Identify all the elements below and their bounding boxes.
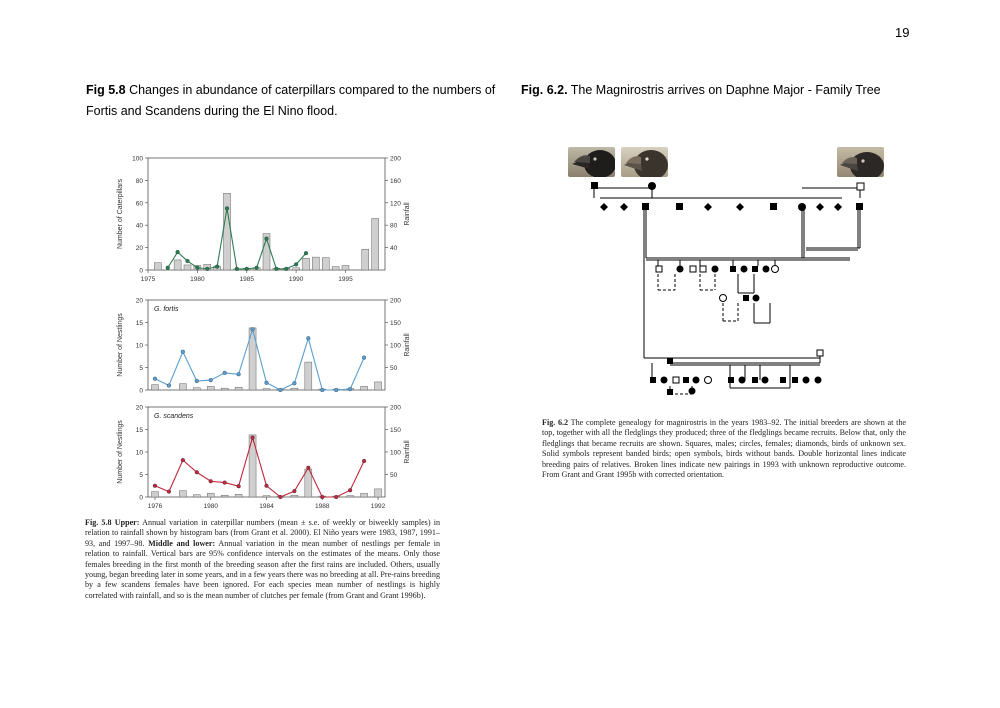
- species-label: G. scandens: [154, 413, 194, 420]
- y-right-tick-label: 40: [390, 245, 398, 253]
- data-point: [251, 436, 255, 440]
- y-tick-label: 10: [135, 342, 143, 350]
- y-tick-label: 5: [139, 472, 143, 479]
- rainfall-bar: [332, 267, 339, 270]
- data-point: [362, 459, 366, 463]
- rainfall-bar: [235, 387, 242, 390]
- rainfall-bar: [375, 489, 382, 497]
- y-tick-label: 15: [135, 320, 143, 327]
- data-point: [237, 372, 241, 376]
- y-axis-label: Number of Nestlings: [117, 420, 124, 484]
- data-point: [284, 267, 288, 271]
- y-right-tick-label: 120: [390, 200, 401, 208]
- y-tick-label: 20: [135, 297, 143, 305]
- data-point: [195, 470, 199, 474]
- rainfall-bar: [151, 385, 158, 390]
- rainfall-bar: [293, 268, 300, 270]
- rainfall-bar: [179, 384, 186, 390]
- rainfall-bar: [291, 388, 298, 390]
- rainfall-bar: [263, 389, 270, 390]
- data-point: [292, 489, 296, 493]
- rainfall-bar: [361, 493, 368, 497]
- y-tick-label: 0: [139, 387, 143, 395]
- rainfall-bar: [361, 386, 368, 390]
- caption-upper-text: Annual variation in caterpillar numbers (mean ± s.e. of weekly or biweekly samples) in relation to rainfall shown by histogram bars (from Grant et al. 2000). El Niño years were 1983, 1987, 1991–93, and 1997–98.: [85, 518, 440, 548]
- data-point: [320, 495, 324, 499]
- y-tick-label: 0: [139, 267, 143, 275]
- data-point: [362, 356, 366, 360]
- x-tick-label: 1980: [190, 276, 205, 283]
- y-right-tick-label: 80: [390, 222, 398, 230]
- caption-upper-label: Fig. 5.8 Upper:: [85, 518, 140, 527]
- right-caption-text: The complete genealogy for magnirostris in the years 1983–92. The initial breeders are shown at the top, together with all the fledglings they produced; three of the fledglings became recruits. Below that, only the fledglings that became recruits are shown. Squares, males; circles, females; diamonds, birds of unknown sex. Solid symbols represent banded birds; open symbols, birds without bands. Double horizontal lines indicate breeding pairs of relatives. Broken lines indicate new pairings in 1993 with unknown reproductive outcome. From Grant and Grant 1995b with corrected orientation.: [542, 418, 906, 480]
- y-right-axis-label: Rainfall: [404, 202, 411, 226]
- data-point: [223, 481, 227, 485]
- y-right-tick-label: 150: [390, 320, 401, 327]
- x-tick-label: 1976: [147, 503, 163, 510]
- rainfall-bar: [193, 495, 200, 497]
- data-point: [334, 388, 338, 392]
- rainfall-bar: [184, 265, 191, 270]
- fortis-chart: [117, 298, 411, 395]
- caption-lower-label: Middle and lower:: [144, 538, 216, 548]
- rainfall-bar: [291, 495, 298, 497]
- y-right-axis-label: Rainfall: [404, 333, 411, 357]
- rainfall-bar: [207, 493, 214, 497]
- data-point: [209, 378, 213, 382]
- rainfall-bar: [263, 496, 270, 497]
- y-tick-label: 40: [135, 222, 143, 230]
- data-point: [235, 267, 239, 271]
- rainfall-bar: [174, 260, 181, 270]
- data-point: [306, 336, 310, 340]
- left-figure-title-text: Changes in abundance of caterpillars compared to the numbers of Fortis and Scandens during the El Nino flood.: [86, 83, 496, 118]
- finch-photo-3: [837, 147, 884, 177]
- y-tick-label: 20: [135, 404, 143, 412]
- species-label: G. fortis: [154, 306, 179, 313]
- left-figure-label: Fig 5.8: [86, 83, 126, 97]
- y-tick-label: 80: [135, 177, 143, 185]
- rainfall-bar: [221, 495, 228, 497]
- x-tick-label: 1984: [259, 503, 274, 510]
- data-point: [304, 251, 308, 255]
- data-point: [225, 207, 229, 211]
- rainfall-bar: [347, 496, 354, 497]
- scandens-chart: [117, 405, 411, 511]
- charts-figure: [110, 150, 420, 515]
- y-tick-label: 15: [135, 427, 143, 434]
- rainfall-bar: [342, 266, 349, 270]
- data-point: [348, 488, 352, 492]
- rainfall-bar: [312, 257, 319, 270]
- right-caption-label: Fig. 6.2: [542, 418, 569, 427]
- data-point: [251, 327, 255, 331]
- data-point: [181, 350, 185, 354]
- data-point: [245, 267, 249, 271]
- left-figure-caption: [85, 518, 440, 601]
- data-point: [195, 379, 199, 383]
- x-tick-label: 1985: [239, 276, 254, 283]
- data-point: [294, 263, 298, 267]
- y-axis-label: Number of Caterpillars: [117, 178, 124, 250]
- data-point: [265, 484, 269, 488]
- y-right-tick-label: 160: [390, 177, 401, 185]
- page-number: 19: [895, 25, 910, 40]
- right-figure-title: [521, 80, 941, 101]
- data-point: [237, 484, 241, 488]
- y-right-tick-label: 150: [390, 427, 401, 434]
- y-tick-label: 10: [135, 449, 143, 457]
- data-point: [279, 388, 283, 392]
- right-figure-caption: [542, 418, 906, 480]
- y-right-tick-label: 100: [390, 449, 401, 457]
- y-right-tick-label: 200: [390, 404, 401, 412]
- caption-lower-text: Annual variation in the mean number of nestlings per female in relation to rainfall. Vertical bars are 95% confidence intervals on the estimates of the means. Only those females breeding in the first month of the breeding season after the first rains are included. Others, usually young, began breeding later in some years, and in a few years there was no breeding at all. Pre-rains breeding by a few scandens females have been ignored. For each species mean number of nestlings is highly correlated with rainfall, and so is the mean number of clutches per female (from Grant and Grant 1996b).: [85, 538, 441, 600]
- unbanded-male-symbol: [857, 183, 864, 190]
- data-point: [167, 384, 171, 388]
- x-tick-label: 1980: [203, 503, 218, 510]
- data-point: [274, 267, 278, 271]
- y-right-tick-label: 200: [390, 297, 401, 305]
- rainfall-bar: [372, 218, 379, 270]
- finch-photo-1: [568, 147, 615, 177]
- data-point: [209, 479, 213, 483]
- y-right-axis-label: Rainfall: [404, 440, 411, 464]
- data-point: [265, 237, 269, 241]
- data-point: [255, 266, 259, 270]
- right-figure-title-text: The Magnirostris arrives on Daphne Major - Family Tree: [567, 83, 881, 97]
- x-tick-label: 1975: [140, 276, 156, 283]
- y-tick-label: 20: [135, 245, 143, 253]
- data-point: [320, 388, 324, 392]
- data-point: [153, 377, 157, 381]
- family-tree-diagram: [580, 178, 900, 398]
- y-tick-label: 5: [139, 365, 143, 372]
- plot-frame: [148, 407, 385, 497]
- data-point: [334, 495, 338, 499]
- y-right-tick-label: 50: [390, 365, 398, 372]
- data-point: [195, 266, 199, 270]
- plot-frame: [148, 300, 385, 390]
- data-point: [265, 381, 269, 385]
- rainfall-bar: [224, 193, 231, 270]
- data-point: [306, 466, 310, 470]
- y-tick-label: 0: [139, 494, 143, 502]
- right-figure-label: Fig. 6.2.: [521, 83, 568, 97]
- rainfall-bar: [322, 258, 329, 270]
- y-tick-label: 100: [132, 155, 143, 163]
- rainfall-bar: [179, 491, 186, 497]
- data-point: [186, 259, 190, 263]
- data-point: [167, 490, 171, 494]
- y-right-tick-label: 100: [390, 342, 401, 350]
- rainfall-bar: [154, 263, 161, 270]
- rainfall-bar: [305, 362, 312, 390]
- y-tick-label: 60: [135, 200, 143, 208]
- rainfall-bar: [193, 388, 200, 390]
- series-line: [155, 329, 364, 390]
- left-figure-title: [86, 80, 496, 122]
- data-point: [176, 250, 180, 254]
- caterpillar-chart: [117, 156, 411, 284]
- series-line: [155, 438, 364, 497]
- data-point: [292, 381, 296, 385]
- y-axis-label: Number of Nestlings: [117, 313, 124, 377]
- male-symbol: [591, 182, 598, 189]
- x-tick-label: 1988: [315, 503, 330, 510]
- female-symbol: [648, 182, 656, 190]
- rainfall-bar: [375, 382, 382, 390]
- data-point: [223, 371, 227, 375]
- rainfall-bar: [207, 386, 214, 390]
- rainfall-bar: [362, 249, 369, 270]
- data-point: [166, 266, 170, 270]
- data-point: [205, 267, 209, 271]
- finch-photo-2: [621, 147, 668, 177]
- data-point: [279, 495, 283, 499]
- rainfall-bar: [151, 492, 158, 497]
- x-tick-label: 1995: [338, 276, 353, 283]
- data-point: [153, 484, 157, 488]
- y-right-tick-label: 50: [390, 472, 398, 479]
- data-point: [215, 265, 219, 269]
- y-right-tick-label: 200: [390, 155, 401, 163]
- data-point: [348, 387, 352, 391]
- data-point: [181, 458, 185, 462]
- x-tick-label: 1990: [288, 276, 304, 283]
- rainfall-bar: [235, 494, 242, 497]
- x-tick-label: 1992: [370, 503, 386, 510]
- rainfall-bar: [303, 258, 310, 270]
- rainfall-bar: [221, 388, 228, 390]
